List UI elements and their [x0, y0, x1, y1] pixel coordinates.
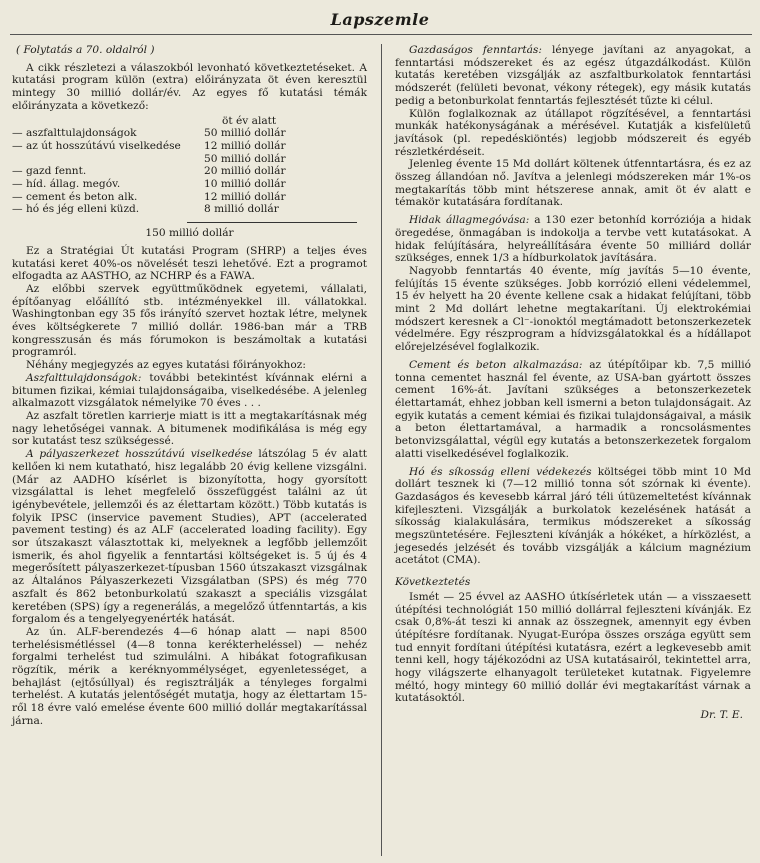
paragraph: Aszfalttulajdonságok: további betekintést kívánnak elérni a bitumen fizikai, kémiai tulajdonságaiba, viselkedésébe. A jelenleg alkalmazott vizsgálatok némelyike 70 éves . . . [12, 371, 367, 410]
budget-row: — gazd fennt. 20 millió dollár [12, 165, 286, 178]
budget-table [12, 115, 367, 240]
budget-row: — hó és jég elleni küzd. 8 millió dollár [12, 203, 279, 216]
author-signature: Dr. T. E. [700, 709, 743, 722]
paragraph: Cement és beton alkalmazása: az útépítőipar kb. 7,5 millió tonna cementet használ fel évente, az USA-ban gyártott összes cement 16%-át. Javítani szükséges a betonszerkezetek élettartamát, ehhez jobban kell ismerni a beton tulajdonságait. Az egyik kutatás a cement kémiai és fizikai tulajdonságaival, a másik a beton élettartamával, a harmadik a roncsolásmentes betonvizsgálattal, végül egy kutatás a betonszerkezetek forgalom alatti viselkedésével foglalkozik. [395, 358, 751, 460]
budget-row: — cement és beton alk. 12 millió dollár [12, 190, 286, 203]
section-heading: Következtetés [395, 576, 471, 589]
paragraph: Az előbbi szervek együttműködnek egyetemi, vállalati, építőanyag előállító stb. intézményekkel ill. vállatokkal. Washingtonban egy 35 fős irányító szervet hoztak létre, melynek éves költségkerete 7 millió dollár. 1986-ban már a TRB kongresszusán és más fórumokon is beszámoltak a kutatási programról. [12, 282, 367, 359]
paragraph: Néhány megjegyzés az egyes kutatási főirányokhoz: [26, 359, 306, 372]
total-rule [187, 222, 357, 223]
topic-title: Cement és beton alkalmazása: [409, 358, 583, 371]
topic-title: Aszfalttulajdonságok: [26, 371, 142, 384]
budget-row: — az út hosszútávú viselkedése 12 millió dollár [12, 139, 286, 152]
paragraph: A pályaszerkezet hosszútávú viselkedése látszólag 5 év alatt kellően ki nem kutatható, hisz legalább 20 évig kellene vizsgálni. (Már az AADHO kísérlet is bizonyította, hogy gyorsított vizsgálattal is lehet megfelelő összefüggést találni az út igénybevétele, jellemzői és az élettartam között.) Több kutatás is folyik IPSC (inservice pavement Studies), APT (accelerated pavement testing) és az ALF (accelerated loading facility). Egy sor útszakaszt választottak ki, melyeknek a legfőbb jellemzőit ismerik, és ahol figyelik a fenntartási költségeket is. 5 új és 4 megerősített pályaszerkezet-típusban 1560 útszakaszt vizsgálnak az Általános Pályaszerkezeti Vizsgálatban (SPS) és még 770 aszfalt és 862 betonburkolatú szakaszt a speciális vizsgálat keretében (SPS) így a regenerálás, a megelőző útfenntartás, a kis forgalom és a tengelyegyenérték hatását. [12, 448, 368, 626]
paragraph: Az aszfalt töretlen karrierje miatt is itt a megtakarításnak még nagy lehetőségei vannak. A bitumenek modifikálása is még egy sor kutatást tesz szükségessé. [12, 409, 367, 448]
page-title: Lapszemle [330, 10, 430, 29]
budget-row: — aszfalttulajdonságok 50 millió dollár [12, 127, 286, 140]
column-divider [381, 44, 382, 856]
topic-title: Gazdaságos fenntartás: [409, 44, 542, 56]
topic-title: Hó és síkosság elleni védekezés [409, 465, 592, 478]
budget-header: öt év alatt [222, 114, 277, 127]
paragraph: Hó és síkosság elleni védekezés költségei több mint 10 Md dollárt tesznek ki (7—12 millió tonna sót szórnak ki évente). Gazdaságos és kevesebb kárral járó téli útüzemeltetést kívánnak kifejleszteni. Vizsgálják a burkolatok kezelésének hatását a síkosság kialakulására, termikus módszereket a síkosság megszüntetésére. Fejleszteni kívánják a hókéket, a hírközlést, a jegesedés jelzését és tovább vizsgálják a kálcium magnézium acetátot (CMA). [395, 465, 751, 567]
topic-title: A pályaszerkezet hosszútávú viselkedése [26, 448, 253, 461]
budget-total: 150 millió dollár [145, 227, 234, 240]
paragraph: A cikk részletezi a válaszokból levonható következtetéseket. A kutatási program külön (extra) előirányzata öt éven keresztül mintegy 30 millió dollár/év. Az egyes fő kutatási témák előirányzata a következő: [12, 61, 367, 112]
budget-row: 50 millió dollár [204, 152, 286, 165]
paragraph: Jelenleg évente 15 Md dollárt költenek útfenntartásra, és ez az összeg állandóan nő. Javítva a jelenlegi módszereken már 1%-os megtakarítás több mint hétszerese annak, amit öt év alatt e témakör kutatására fordítanak. [395, 158, 751, 209]
paragraph: Ismét — 25 évvel az AASHO útkísérletek után — a visszaesett útépítési technológiát 150 millió dollárral fejleszteni kívánják. Ez csak 0,8%-át teszi ki annak az összegnek, amennyit egy évben útépítésre fordítanak. Nyugat-Európa összes országa együtt sem tud ennyit fordítani útépítési kutatásra, ezért a legkevesebb amit tenni kell, hogy tájékozódni az USA kutatásairól, tekintettel arra, hogy világszerte elhanyagolt területeket kutatnak. Figyelemre méltó, hogy mintegy 60 millió dollár évi megtakarítást várnak a kutatásoktól. [395, 590, 751, 705]
paragraph: Ez a Stratégiai Út kutatási Program (SHRP) a teljes éves kutatási keret 40%-os növelését teszi lehetővé. Ezt a programot elfogadta az AASTHO, az NCHRP és a FAWA. [12, 244, 367, 283]
right-column [395, 44, 751, 722]
paragraph: Hidak állagmegóvása: a 130 ezer betonhíd korróziója a hidak öregedése, önmagában is indokolja a tervbe vett kutatásokat. A hidak felújítására, helyreállítására évente 50 milliárd dollár szükséges, ennek 1/3 a hídburkolatok javítására. [395, 214, 751, 265]
paragraph: Gazdaságos fenntartás: lényege javítani az anyagokat, a fenntartási módszereket és az egész útgazdálkodást. Külön kutatás keretében vizsgálják az aszfaltburkolatok fenntartási módszerét (felületi bevonat, vékony rétegek), egy másik kutatás pedig a betonburkolat fenntartás fejlesztését tűzte ki célul. [395, 44, 751, 107]
paragraph: Nagyobb fenntartás 40 évente, míg javítás 5—10 évente, felújítás 15 évente szükséges. Jobb korrózió elleni védelemmel, 15 év helyett ha 20 évente kellene csak a hidakat felújítani, több mint 2 Md dollárt lehetne megtakarítani. Új elektrokémiai módszert keresnek a Cl⁻-ionoktól megtámadott betonszerkezetek védelmére. Egy részprogram a hídvizsgálatokkal és a hídállapot előrejelzésével foglalkozik. [395, 264, 751, 354]
budget-row: — híd. állag. megóv. 10 millió dollár [12, 178, 286, 191]
continuation-note: ( Folytatás a 70. oldalról ) [16, 44, 155, 56]
paragraph: Az ún. ALF-berendezés 4—6 hónap alatt — napi 8500 terhelésismétléssel (4—8 tonna kerékterheléssel) — nehéz forgalmi terhelést tud szimulálni. A hibákat fotografikusan rögzítik, mérik a keréknyommélységet, egyenletességet, a behajlást (ejtősúllyal) és regisztrálják a tényleges forgalmi terhelést. A kutatás jelentőségét mutatja, hogy az élettartam 15-ről 18 évre való emelése évente 600 millió dollár megtakarítással járna. [12, 625, 367, 727]
left-column [12, 44, 367, 728]
header-divider [10, 34, 752, 35]
paragraph: Külön foglalkoznak az útállapot rögzítésével, a fenntartási munkák hatékonyságának a mérésével. Kutatják a kisfelületű javítások (pl. repedéskiöntés) legjobb módszereit és egyéb részletkérdéseit. [395, 107, 751, 158]
topic-title: Hidak állagmegóvása: [409, 214, 530, 227]
